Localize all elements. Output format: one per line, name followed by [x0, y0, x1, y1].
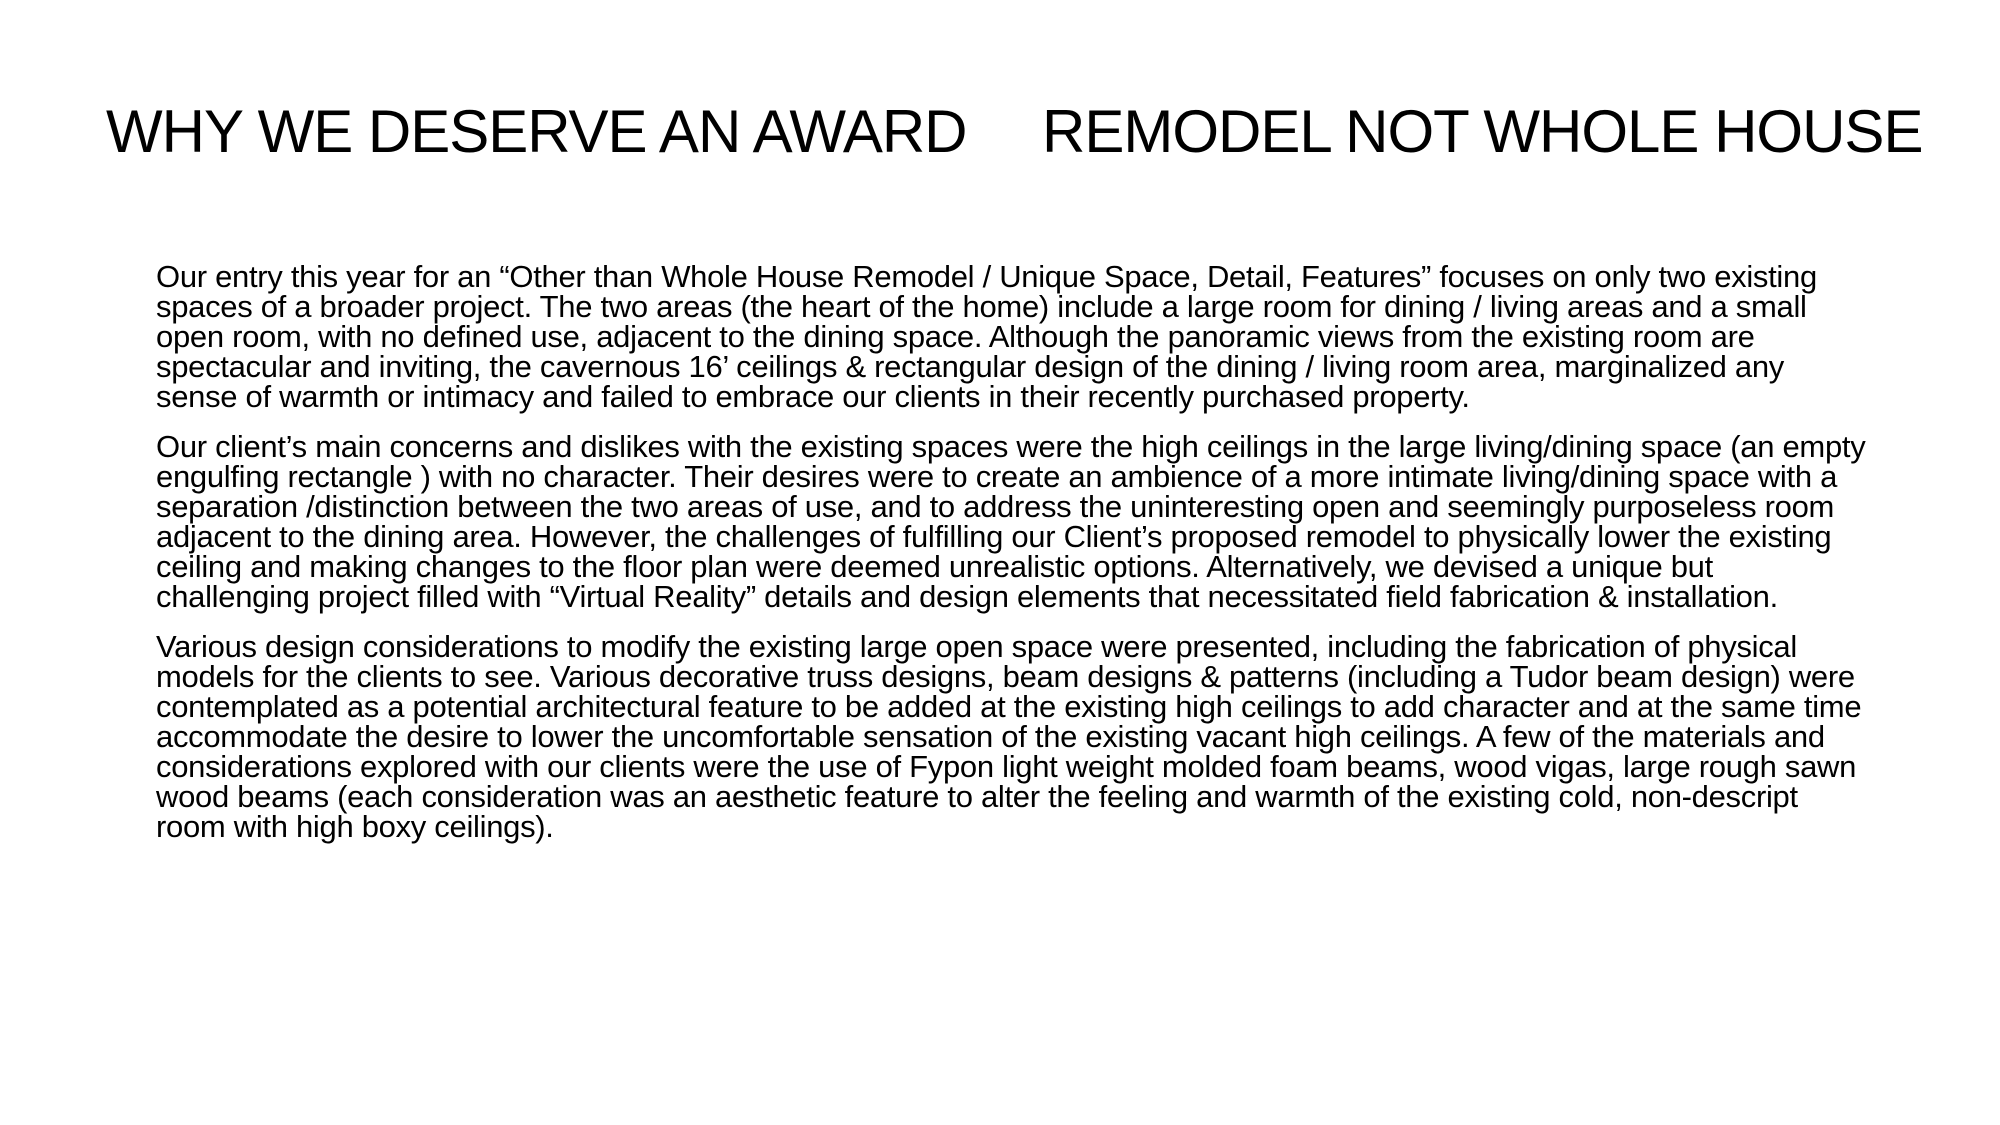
paragraph-client-concerns: Our client’s main concerns and dislikes with the existing spaces were the high ceilings in the large living/dining space (an empty engulfing rectangle ) with no character. Their desires were to create an ambience of a more intimate living/dining space with a separation /distinction between the two areas of use, and to address the uninteresting open and seemingly purposeless room adjacent to the dining area. However, the challenges of fulfilling our Client’s proposed remodel to physically lower the existing ceiling and making changes to the floor plan were deemed unrealistic options. Alternatively, we devised a unique but challenging project filled with “Virtual Reality” details and design elements that necessitated field fabrication & installation. [156, 429, 1866, 614]
title-award: WHY WE DESERVE AN AWARD [106, 98, 967, 165]
slide-body [156, 259, 1868, 862]
slide-title [0, 92, 2000, 172]
paragraph-entry-overview: Our entry this year for an “Other than Whole House Remodel / Unique Space, Detail, Features” focuses on only two existing spaces of a broader project. The two areas (the heart of the home) include a large room for dining / living areas and a small open room, with no defined use, adjacent to the dining space. Although the panoramic views from the existing room are spectacular and inviting, the cavernous 16’ ceilings & rectangular design of the dining / living room area, marginalized any sense of warmth or intimacy and failed to embrace our clients in their recently purchased property. [156, 259, 1817, 414]
paragraph-design-considerations: Various design considerations to modify the existing large open space were presented, including the fabrication of physical models for the clients to see. Various decorative truss designs, beam designs & patterns (including a Tudor beam design) were contemplated as a potential architectural feature to be added at the existing high ceilings to add character and at the same time accommodate the desire to lower the uncomfortable sensation of the existing vacant high ceilings. A few of the materials and considerations explored with our clients were the use of Fypon light weight molded foam beams, wood vigas, large rough sawn wood beams (each consideration was an aesthetic feature to alter the feeling and warmth of the existing cold, non-descript room with high boxy ceilings). [156, 629, 1862, 844]
title-category: REMODEL NOT WHOLE HOUSE [1042, 98, 1923, 165]
